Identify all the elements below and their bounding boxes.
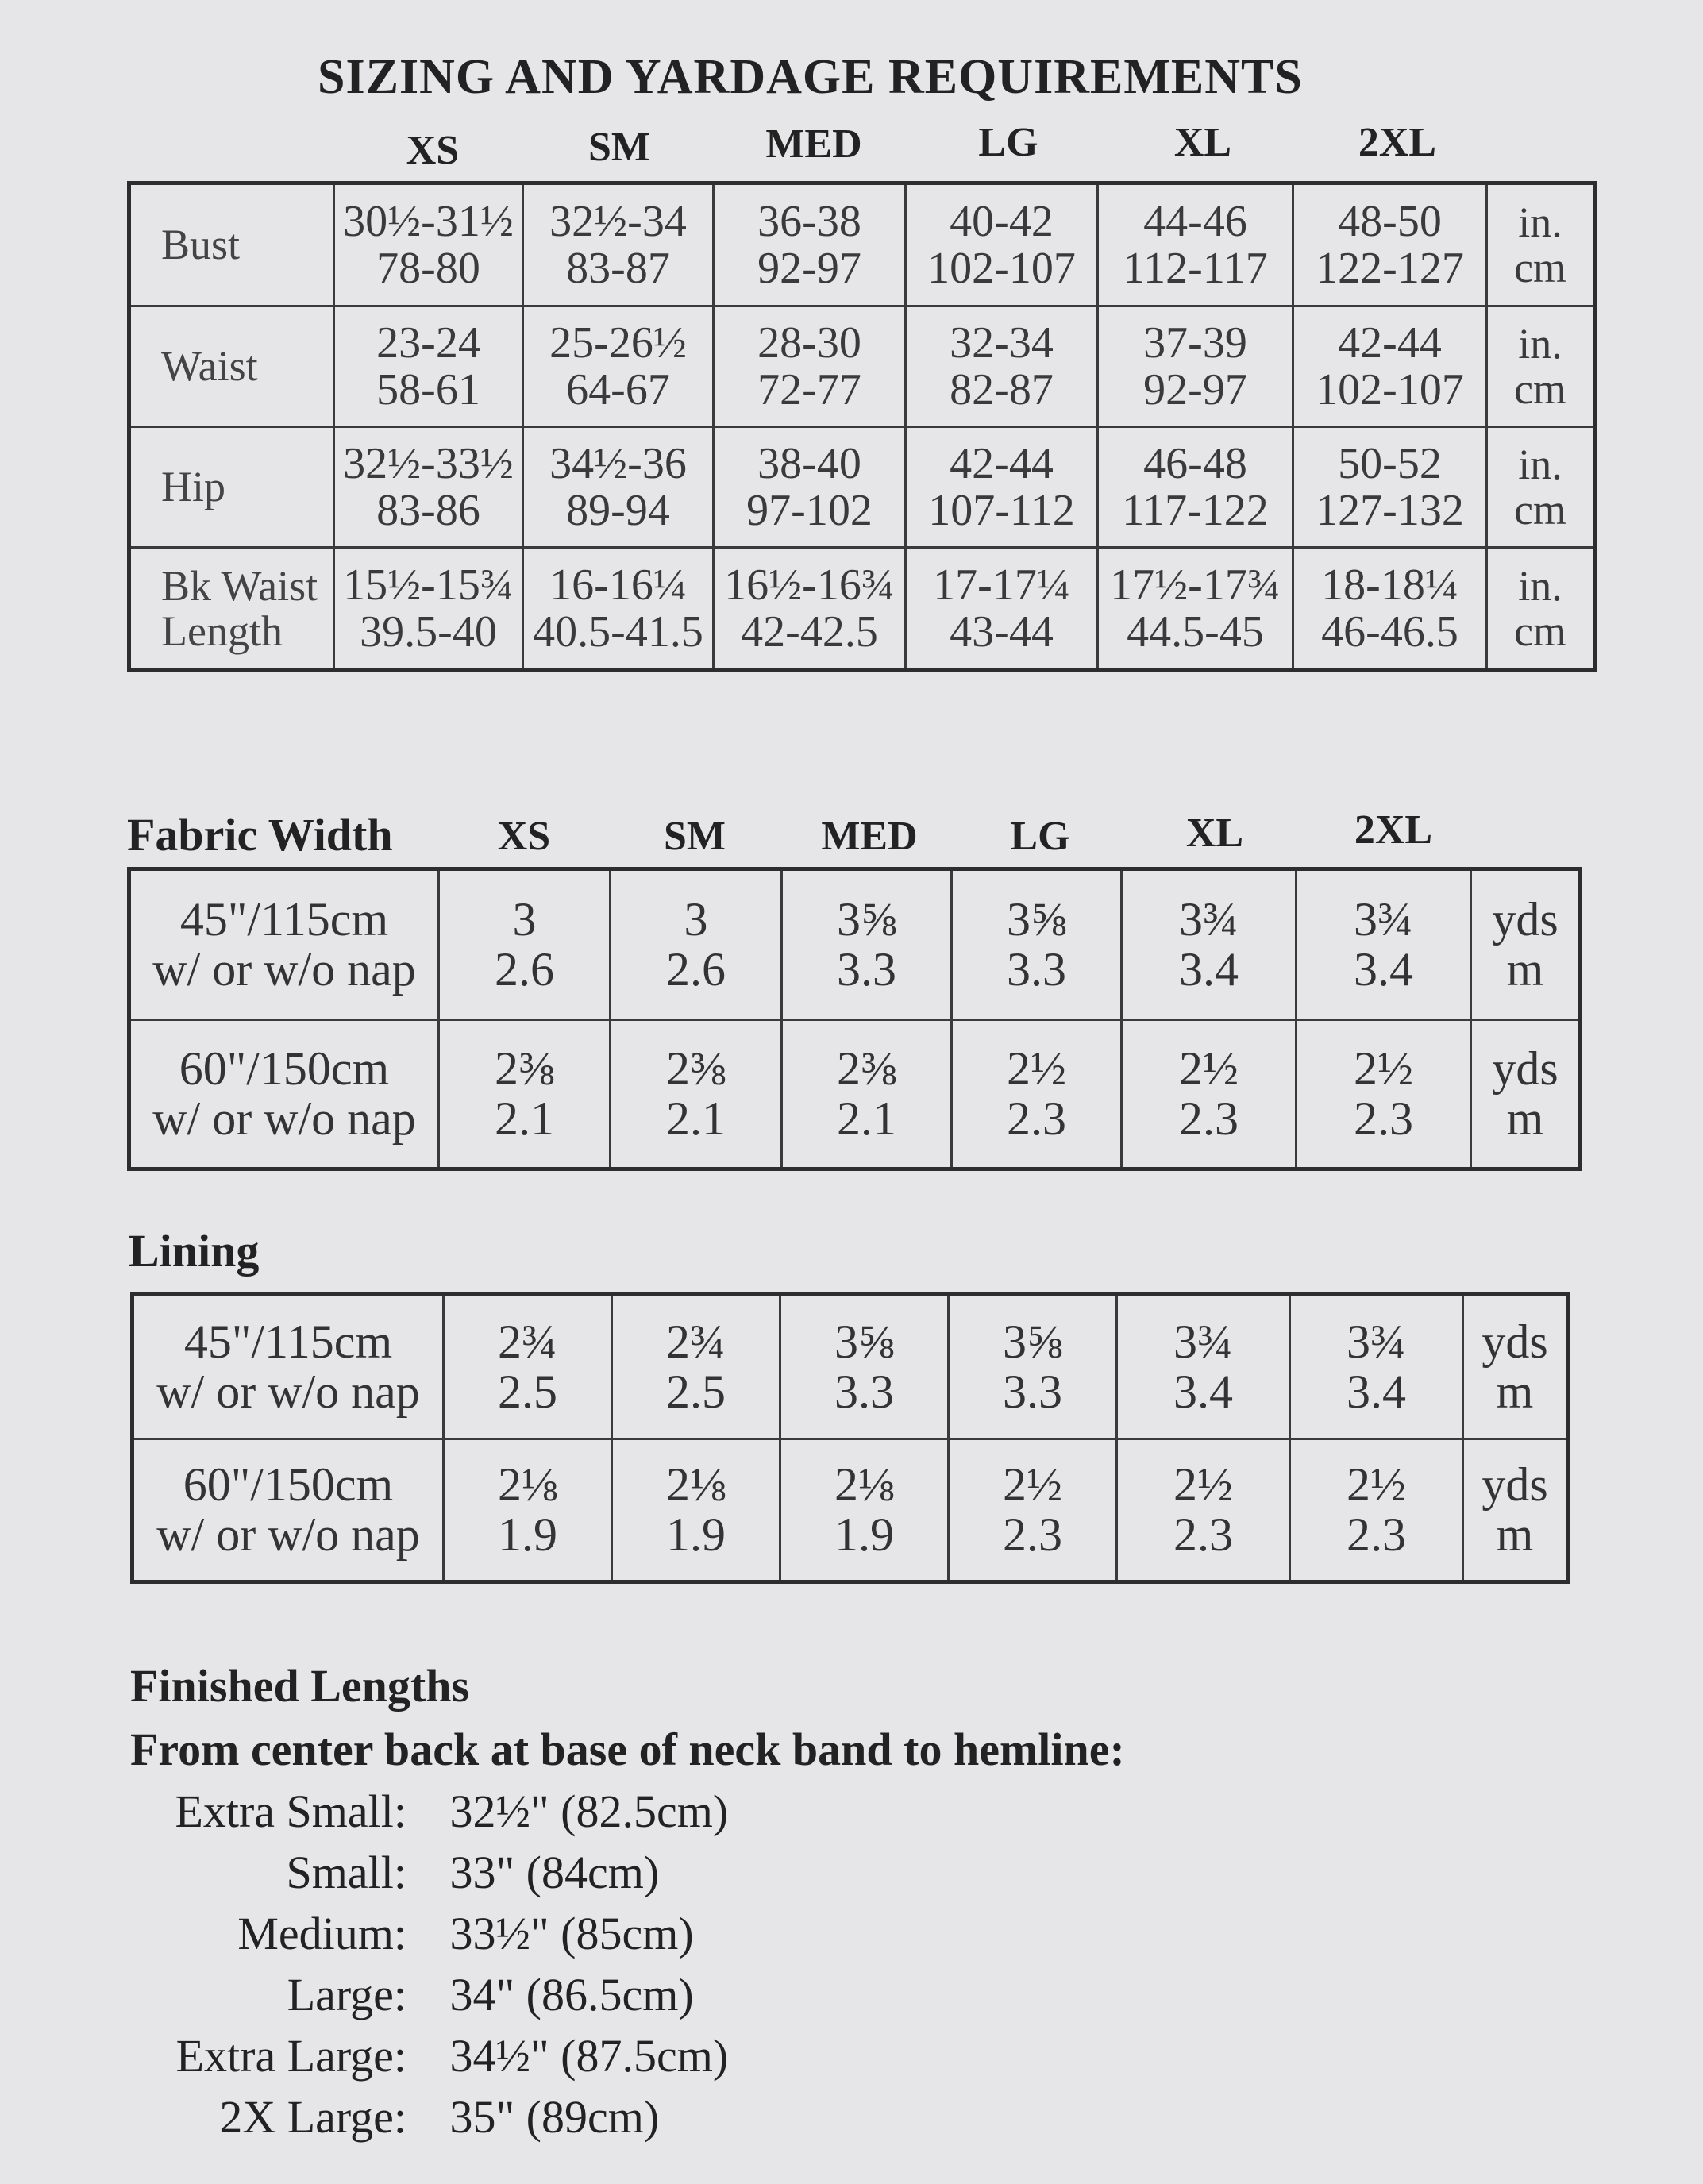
- page-title: SIZING AND YARDAGE REQUIREMENTS: [318, 50, 1303, 104]
- size-header-2xl: 2XL: [1358, 120, 1437, 165]
- cell: 3⅝ 3.3: [782, 869, 952, 1020]
- size-header-med: MED: [765, 121, 862, 167]
- unit-cell: yds m: [1463, 1439, 1568, 1582]
- table-row: [133, 1295, 1568, 1439]
- cell: 23-24 58-61: [334, 306, 523, 427]
- fabric-size-lg: LG: [1010, 814, 1070, 859]
- table-row-bk-waist-length: [129, 548, 1595, 671]
- size-header-lg: LG: [978, 120, 1038, 165]
- fabric-size-sm: SM: [664, 814, 726, 859]
- size-header-sm: SM: [588, 125, 650, 170]
- row-label: Bust: [129, 183, 334, 306]
- cell: 17½-17¾ 44.5-45: [1098, 548, 1293, 671]
- size-header-xl: XL: [1173, 120, 1232, 165]
- cell: 2⅜ 2.1: [439, 1020, 611, 1169]
- cell: 46-48 117-122: [1098, 427, 1293, 548]
- size-label: Extra Small:: [175, 1785, 406, 1837]
- size-label: Small:: [286, 1847, 406, 1898]
- cell: 16-16¼ 40.5-41.5: [523, 548, 714, 671]
- cell: 50-52 127-132: [1293, 427, 1487, 548]
- body-measurements-table: [127, 181, 1597, 672]
- size-value: 33" (84cm): [449, 1847, 660, 1898]
- unit-cell: yds m: [1471, 1020, 1581, 1169]
- cell: 3¾ 3.4: [1290, 1295, 1463, 1439]
- cell: 3¾ 3.4: [1297, 869, 1471, 1020]
- fabric-size-med: MED: [821, 814, 918, 859]
- finished-length-row: [0, 1785, 728, 1838]
- cell: 2½ 2.3: [952, 1020, 1122, 1169]
- unit-cell: in. cm: [1487, 306, 1595, 427]
- finished-length-row: [0, 1846, 659, 1899]
- cell: 40-42 102-107: [906, 183, 1098, 306]
- cell: 48-50 122-127: [1293, 183, 1487, 306]
- cell: 30½-31½ 78-80: [334, 183, 523, 306]
- cell: 32-34 82-87: [906, 306, 1098, 427]
- cell: 2⅜ 2.1: [782, 1020, 952, 1169]
- fabric-width-header: Fabric Width: [127, 809, 393, 861]
- size-value: 34½" (87.5cm): [449, 2030, 729, 2082]
- cell: 2⅛ 1.9: [444, 1439, 612, 1582]
- table-row: [129, 1020, 1581, 1169]
- fabric-size-xl: XL: [1185, 811, 1244, 856]
- cell: 44-46 112-117: [1098, 183, 1293, 306]
- fabric-size-xs: XS: [497, 814, 551, 859]
- finished-lengths-heading: Finished Lengths: [130, 1660, 470, 1712]
- row-label: Bk Waist Length: [129, 548, 334, 671]
- finished-lengths-subheading: From center back at base of neck band to hemline:: [130, 1724, 1125, 1775]
- cell: 2½ 2.3: [1297, 1020, 1471, 1169]
- finished-length-row: [0, 1907, 694, 1960]
- finished-length-row: [0, 2090, 659, 2144]
- cell: 2½ 2.3: [1122, 1020, 1297, 1169]
- row-label: 45"/115cm w/ or w/o nap: [133, 1295, 444, 1439]
- finished-length-row: [0, 1968, 694, 2021]
- cell: 42-44 107-112: [906, 427, 1098, 548]
- size-label: 2X Large:: [219, 2091, 406, 2143]
- unit-cell: yds m: [1471, 869, 1581, 1020]
- cell: 3 2.6: [611, 869, 782, 1020]
- cell: 17-17¼ 43-44: [906, 548, 1098, 671]
- row-label: 60"/150cm w/ or w/o nap: [129, 1020, 439, 1169]
- table-row-waist: [129, 306, 1595, 427]
- table-row: [133, 1439, 1568, 1582]
- table-row-bust: [129, 183, 1595, 306]
- lining-header: Lining: [129, 1225, 260, 1277]
- size-label: Medium:: [237, 1908, 406, 1959]
- row-label: Hip: [129, 427, 334, 548]
- cell: 2⅛ 1.9: [780, 1439, 949, 1582]
- cell: 3¾ 3.4: [1117, 1295, 1290, 1439]
- cell: 2½ 2.3: [949, 1439, 1117, 1582]
- cell: 3 2.6: [439, 869, 611, 1020]
- finished-length-row: [0, 2029, 728, 2082]
- size-header-row: [0, 117, 1703, 181]
- cell: 25-26½ 64-67: [523, 306, 714, 427]
- table-row: [129, 869, 1581, 1020]
- row-label: Waist: [129, 306, 334, 427]
- size-label: Large:: [287, 1969, 406, 2020]
- cell: 42-44 102-107: [1293, 306, 1487, 427]
- cell: 28-30 72-77: [714, 306, 906, 427]
- cell: 2¾ 2.5: [444, 1295, 612, 1439]
- cell: 38-40 97-102: [714, 427, 906, 548]
- cell: 3⅝ 3.3: [780, 1295, 949, 1439]
- fabric-width-table: [127, 867, 1582, 1171]
- size-value: 32½" (82.5cm): [449, 1785, 729, 1837]
- cell: 36-38 92-97: [714, 183, 906, 306]
- cell: 2½ 2.3: [1117, 1439, 1290, 1582]
- cell: 2⅜ 2.1: [611, 1020, 782, 1169]
- cell: 34½-36 89-94: [523, 427, 714, 548]
- lining-table: [130, 1292, 1570, 1584]
- cell: 32½-33½ 83-86: [334, 427, 523, 548]
- cell: 15½-15¾ 39.5-40: [334, 548, 523, 671]
- unit-cell: yds m: [1463, 1295, 1568, 1439]
- unit-cell: in. cm: [1487, 427, 1595, 548]
- cell: 16½-16¾ 42-42.5: [714, 548, 906, 671]
- cell: 3¾ 3.4: [1122, 869, 1297, 1020]
- table-row-hip: [129, 427, 1595, 548]
- cell: 18-18¼ 46-46.5: [1293, 548, 1487, 671]
- row-label: 60"/150cm w/ or w/o nap: [133, 1439, 444, 1582]
- row-label: 45"/115cm w/ or w/o nap: [129, 869, 439, 1020]
- cell: 2½ 2.3: [1290, 1439, 1463, 1582]
- cell: 37-39 92-97: [1098, 306, 1293, 427]
- cell: 3⅝ 3.3: [949, 1295, 1117, 1439]
- unit-cell: in. cm: [1487, 183, 1595, 306]
- size-header-xs: XS: [406, 128, 460, 173]
- size-value: 33½" (85cm): [449, 1908, 694, 1959]
- cell: 3⅝ 3.3: [952, 869, 1122, 1020]
- cell: 2⅛ 1.9: [612, 1439, 780, 1582]
- size-value: 34" (86.5cm): [449, 1969, 694, 2020]
- size-label: Extra Large:: [175, 2030, 406, 2082]
- unit-cell: in. cm: [1487, 548, 1595, 671]
- cell: 2¾ 2.5: [612, 1295, 780, 1439]
- fabric-size-2xl: 2XL: [1354, 807, 1433, 853]
- size-value: 35" (89cm): [449, 2091, 660, 2143]
- cell: 32½-34 83-87: [523, 183, 714, 306]
